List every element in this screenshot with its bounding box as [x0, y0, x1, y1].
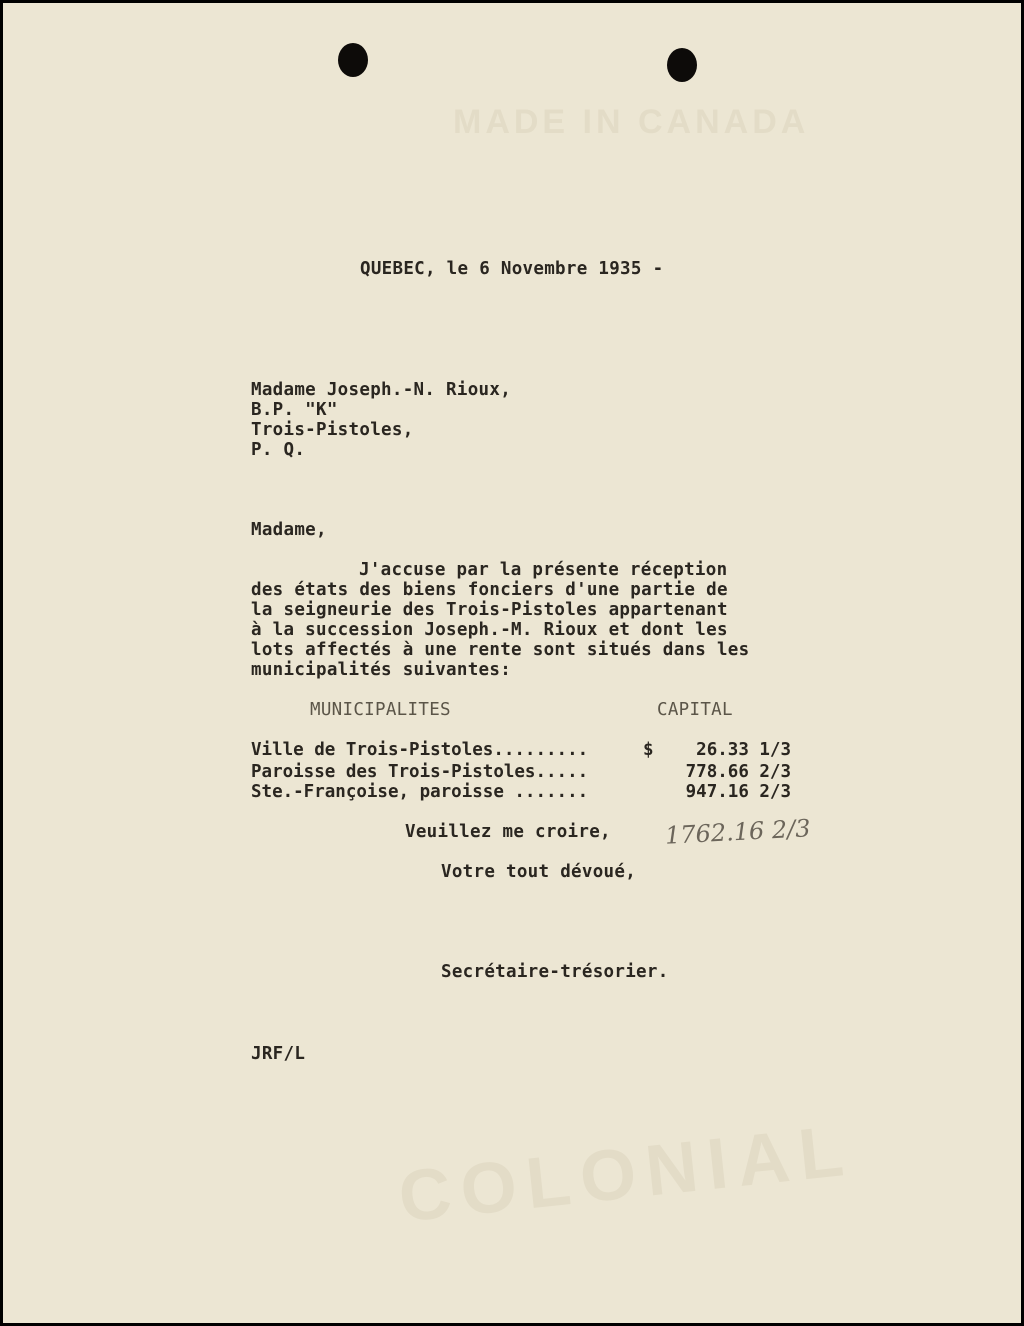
signature-title: Secrétaire-trésorier. — [441, 962, 669, 982]
capital-amount: 778.66 2/3 — [685, 762, 791, 782]
body-line-5: lots affectés à une rente sont situés dans les — [251, 640, 750, 660]
handwritten-total: 1762.16 2/3 — [664, 814, 812, 850]
letter-page — [3, 3, 1021, 1323]
initials: JRF/L — [251, 1044, 306, 1064]
table-header-municipalites: MUNICIPALITES — [310, 700, 451, 720]
body-line-1: J'accuse par la présente réception — [359, 560, 728, 580]
body-line-2: des états des biens fonciers d'une partie de — [251, 580, 728, 600]
table-row — [251, 782, 811, 804]
municipality-name: Ste.-Françoise, paroisse ....... — [251, 782, 589, 802]
salutation: Madame, — [251, 520, 327, 540]
body-line-6: municipalités suivantes: — [251, 660, 512, 680]
closing: Veuillez me croire, — [405, 822, 611, 842]
body-line-4: à la succession Joseph.-M. Rioux et dont les — [251, 620, 728, 640]
watermark-top: MADE IN CANADA — [453, 103, 810, 141]
municipality-name: Paroisse des Trois-Pistoles..... — [251, 762, 589, 782]
valediction: Votre tout dévoué, — [441, 862, 637, 882]
address-line-4: P. Q. — [251, 440, 306, 460]
capital-amount: 947.16 2/3 — [685, 782, 791, 802]
address-line-3: Trois-Pistoles, — [251, 420, 414, 440]
address-line-1: Madame Joseph.-N. Rioux, — [251, 380, 512, 400]
table-row — [251, 762, 811, 784]
capital-amount: 26.33 1/3 — [696, 740, 791, 760]
watermark-bottom: COLONIAL — [395, 1110, 857, 1238]
body-line-3: la seigneurie des Trois-Pistoles appartenant — [251, 600, 728, 620]
address-line-2: B.P. "K" — [251, 400, 338, 420]
punch-hole-right — [667, 48, 697, 82]
punch-hole-left — [338, 43, 368, 77]
table-row — [251, 740, 811, 762]
currency-symbol: $ — [643, 740, 654, 760]
municipality-name: Ville de Trois-Pistoles......... — [251, 740, 589, 760]
table-header-capital: CAPITAL — [657, 700, 733, 720]
dateline: QUEBEC, le 6 Novembre 1935 - — [360, 259, 664, 279]
